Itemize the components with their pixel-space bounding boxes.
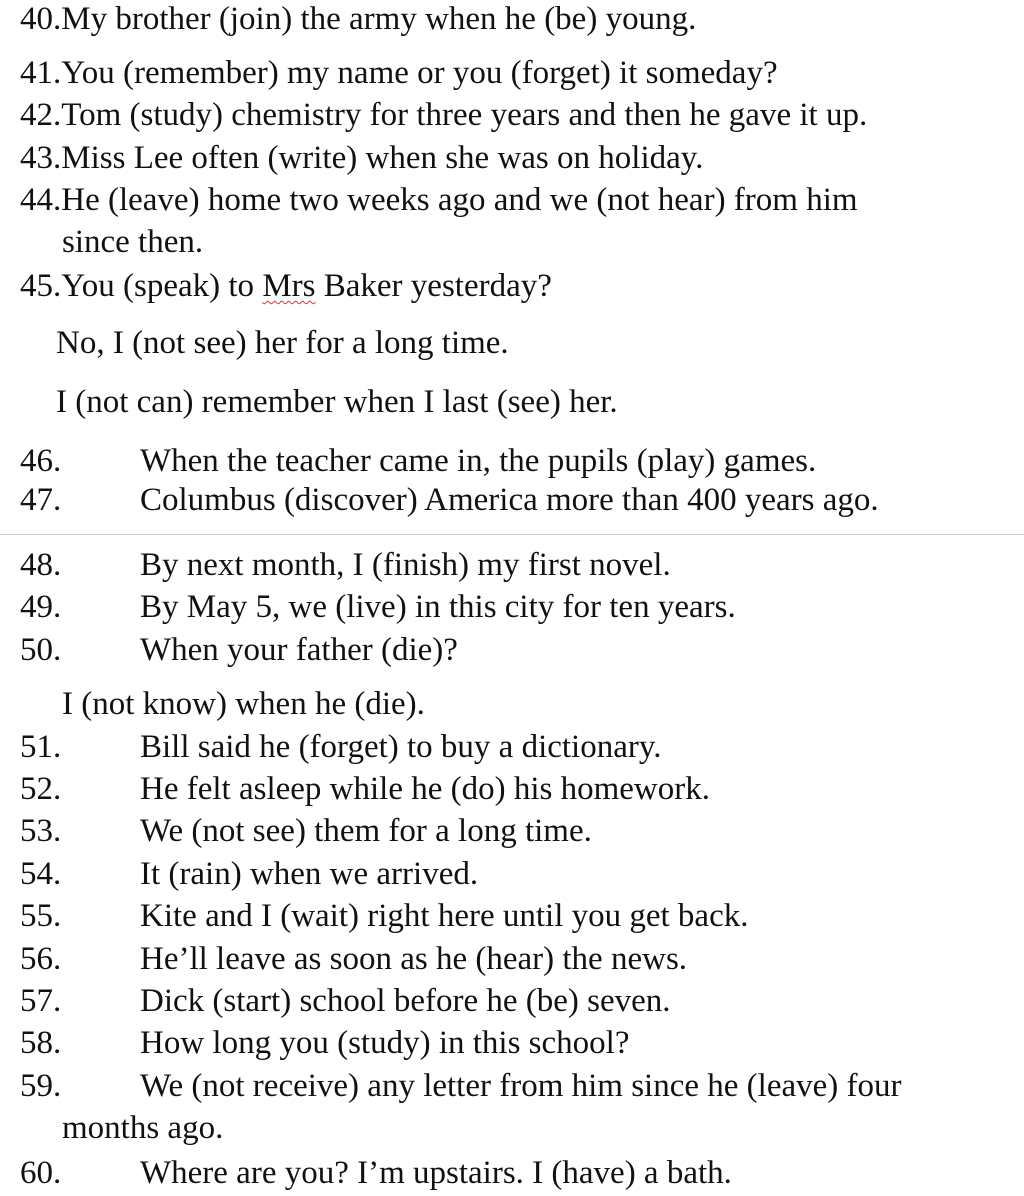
question-text: When your father (die)? (140, 632, 458, 668)
question-59 (20, 1070, 901, 1103)
question-text: Where are you? I’m upstairs. I (have) a bath. (140, 1155, 732, 1191)
question-47 (20, 484, 879, 517)
question-number: 58. (20, 1025, 62, 1061)
question-49 (20, 591, 736, 624)
page-divider (0, 534, 1024, 535)
question-50 (20, 634, 458, 667)
question-58 (20, 1027, 629, 1060)
question-number: 48. (20, 547, 62, 583)
question-59-continued: months ago. (62, 1110, 224, 1146)
question-text: It (rain) when we arrived. (140, 856, 479, 892)
question-number: 50. (20, 632, 62, 668)
question-number: 56. (20, 941, 62, 977)
question-number: 53. (20, 813, 62, 849)
question-45-answer-2: I (not can) remember when I last (see) her. (56, 384, 618, 420)
question-number: 55. (20, 898, 62, 934)
question-57 (20, 985, 671, 1018)
question-53 (20, 815, 592, 848)
question-text: By next month, I (finish) my first novel. (140, 547, 671, 583)
question-46 (20, 445, 816, 478)
question-45 (20, 270, 552, 303)
question-text: Kite and I (wait) right here until you get back. (140, 898, 749, 934)
question-43: 43.Miss Lee often (write) when she was on holiday. (20, 140, 704, 176)
question-45-post: Baker yesterday? (315, 268, 552, 304)
question-number: 51. (20, 729, 62, 765)
question-text: We (not receive) any letter from him since he (leave) four (140, 1068, 902, 1104)
question-56 (20, 943, 687, 976)
question-number: 49. (20, 589, 62, 625)
question-number: 52. (20, 771, 62, 807)
question-text: He felt asleep while he (do) his homework. (140, 771, 710, 807)
question-42: 42.Tom (study) chemistry for three years and then he gave it up. (20, 97, 868, 133)
question-44-continued: since then. (62, 224, 204, 260)
question-number: 59. (20, 1068, 62, 1104)
question-48 (20, 549, 671, 582)
question-text: He’ll leave as soon as he (hear) the news. (140, 941, 688, 977)
question-text: How long you (study) in this school? (140, 1025, 630, 1061)
question-text: Dick (start) school before he (be) seven. (140, 983, 671, 1019)
question-41: 41.You (remember) my name or you (forget) it someday? (20, 55, 778, 91)
spellcheck-word: Mrs (262, 268, 316, 304)
question-text: We (not see) them for a long time. (140, 813, 592, 849)
question-text: Bill said he (forget) to buy a dictionary. (140, 729, 662, 765)
question-60 (20, 1157, 732, 1190)
question-text: By May 5, we (live) in this city for ten years. (140, 589, 736, 625)
question-45-answer-1: No, I (not see) her for a long time. (56, 325, 509, 361)
question-40: 40.My brother (join) the army when he (be) young. (20, 1, 697, 37)
question-52 (20, 773, 710, 806)
question-number: 57. (20, 983, 62, 1019)
question-51 (20, 731, 661, 764)
question-55 (20, 900, 748, 933)
question-number: 47. (20, 482, 62, 518)
question-44: 44.He (leave) home two weeks ago and we (not hear) from him (20, 182, 858, 218)
question-50-answer: I (not know) when he (die). (62, 686, 425, 722)
question-number: 54. (20, 856, 62, 892)
question-text: Columbus (discover) America more than 400 years ago. (140, 482, 879, 518)
question-number: 60. (20, 1155, 62, 1191)
question-number: 46. (20, 443, 62, 479)
question-text: When the teacher came in, the pupils (play) games. (140, 443, 817, 479)
question-54 (20, 858, 478, 891)
question-45-pre: 45.You (speak) to (20, 268, 263, 304)
